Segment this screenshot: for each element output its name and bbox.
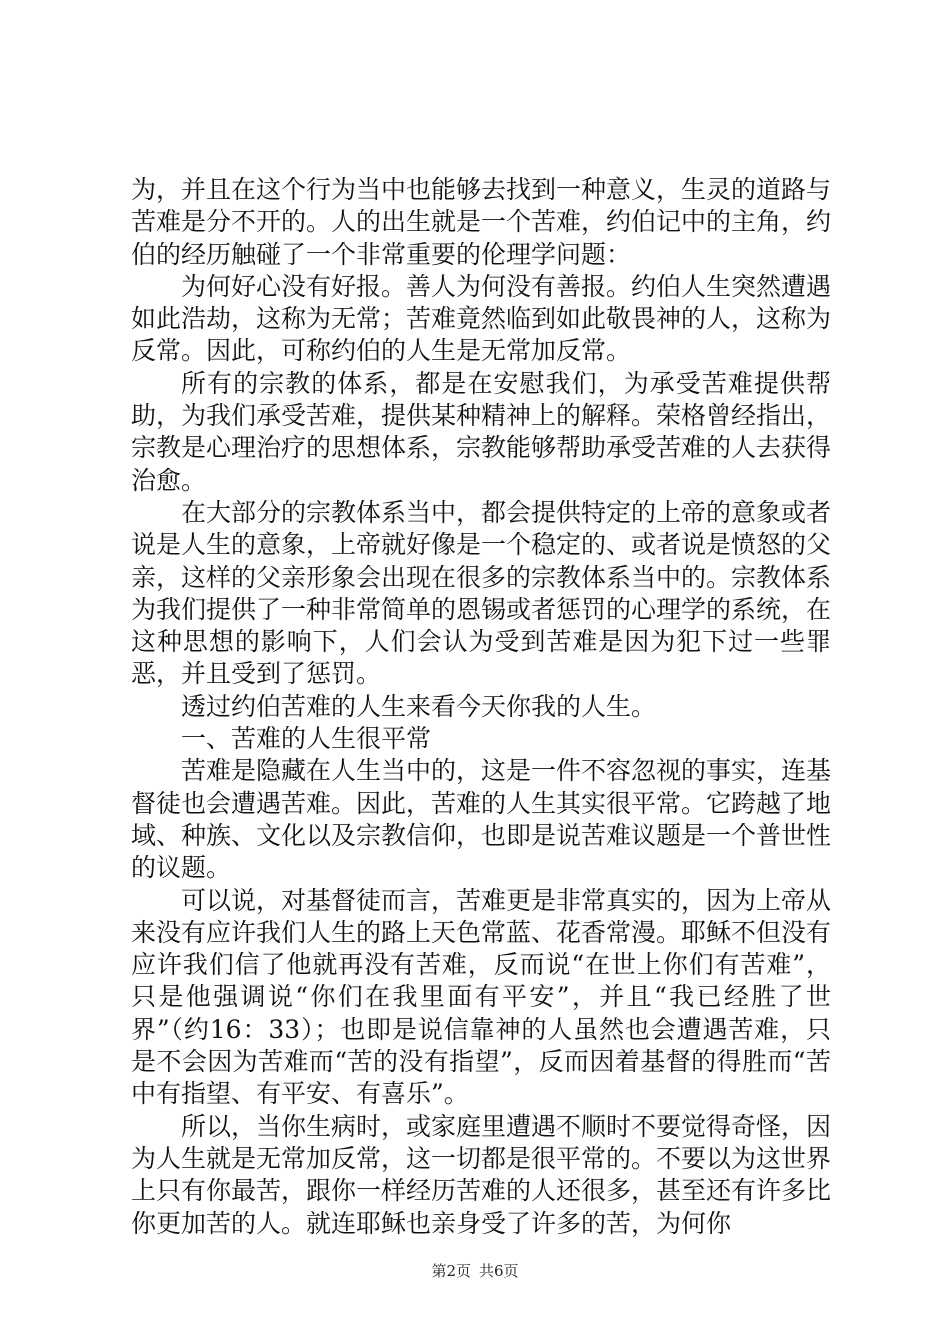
paragraph: 苦难是隐藏在人生当中的，这是一件不容忽视的事实，连基督徒也会遭遇苦难。因此，苦难的人生其实很平常。它跨越了地域、种族、文化以及宗教信仰，也即是说苦难议题是一个普世性的议题。 <box>131 756 832 883</box>
paragraph: 可以说，对基督徒而言，苦难更是非常真实的，因为上帝从来没有应许我们人生的路上天色常蓝、花香常漫。耶稣不但没有应许我们信了他就再没有苦难，反而说“在世上你们有苦难”，只是他强调说“你们在我里面有平安”，并且“我已经胜了世界”（约16：33）；也即是说信靠神的人虽然也会遭遇苦难，只是不会因为苦难而“苦的没有指望”，反而因着基督的得胜而“苦中有指望、有平安、有喜乐”。 <box>131 885 832 1109</box>
paragraph: 在大部分的宗教体系当中，都会提供特定的上帝的意象或者说是人生的意象，上帝就好像是一个稳定的、或者说是愤怒的父亲，这样的父亲形象会出现在很多的宗教体系当中的。宗教体系为我们提供了一种非常简单的恩锡或者惩罚的心理学的系统，在这种思想的影响下，人们会认为受到苦难是因为犯下过一些罪恶，并且受到了惩罚。 <box>131 497 832 689</box>
paragraph: 为，并且在这个行为当中也能够去找到一种意义，生灵的道路与苦难是分不开的。人的出生就是一个苦难，约伯记中的主角，约伯的经历触碰了一个非常重要的伦理学问题： <box>131 175 832 269</box>
document-body <box>131 174 831 1240</box>
page-number: 第2页 <box>431 1262 471 1280</box>
paragraph: 透过约伯苦难的人生来看今天你我的人生。 <box>181 691 657 721</box>
paragraph: 所有的宗教的体系，都是在安慰我们，为承受苦难提供帮助，为我们承受苦难，提供某种精神上的解释。荣格曾经指出，宗教是心理治疗的思想体系，宗教能够帮助承受苦难的人去获得治愈。 <box>131 368 832 495</box>
page-total: 共6页 <box>479 1262 519 1280</box>
section-heading: 一、苦难的人生很平常 <box>181 724 432 754</box>
paragraph: 所以，当你生病时，或家庭里遭遇不顺时不要觉得奇怪，因为人生就是无常加反常，这一切都是很平常的。不要以为这世界上只有你最苦，跟你一样经历苦难的人还很多，甚至还有许多比你更加苦的人。就连耶稣也亲身受了许多的苦，为何你 <box>131 1111 832 1238</box>
page-footer <box>0 1260 950 1281</box>
paragraph: 为何好心没有好报。善人为何没有善报。约伯人生突然遭遇如此浩劫，这称为无常；苦难竟然临到如此敬畏神的人，这称为反常。因此，可称约伯的人生是无常加反常。 <box>131 271 832 366</box>
